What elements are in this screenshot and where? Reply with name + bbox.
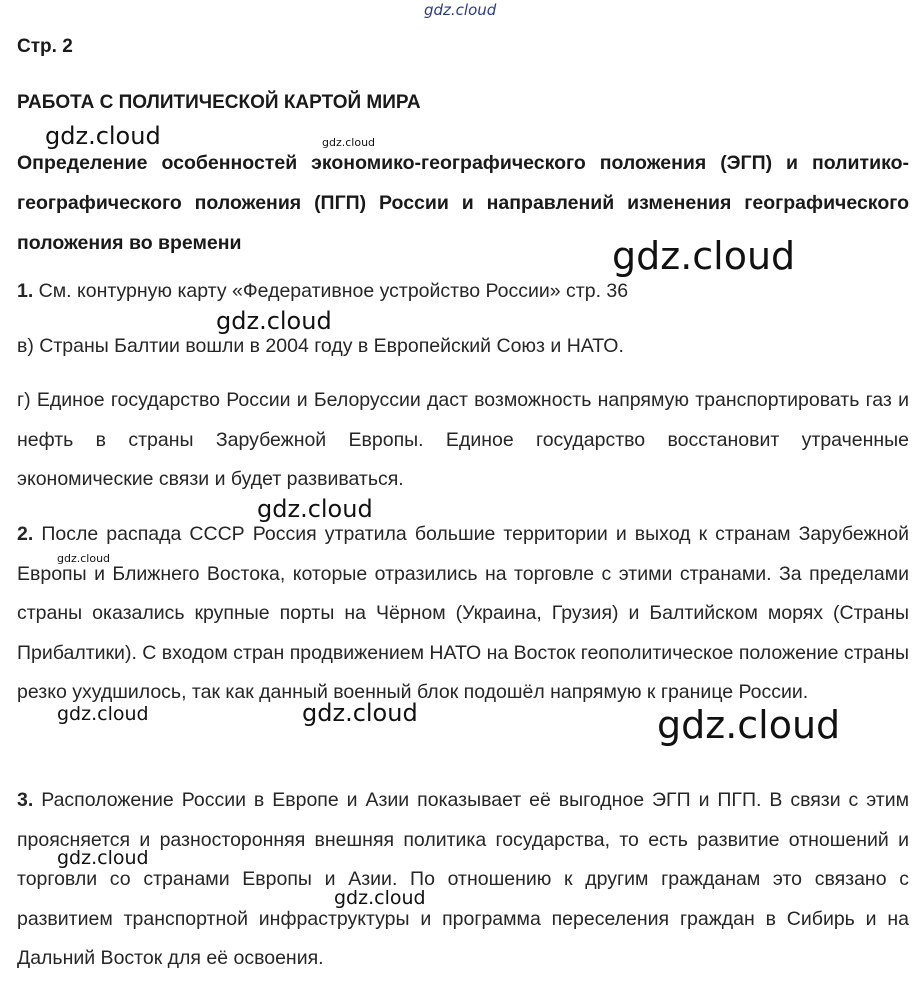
subtitle: Определение особенностей экономико-географического положения (ЭГП) и политико-географического положения (ПГП) России и направлений изменения географического положения во времени <box>17 152 909 254</box>
watermark: gdz.cloud <box>612 234 796 278</box>
watermark: gdz.cloud <box>302 699 418 727</box>
paragraph-3 <box>17 781 909 979</box>
item-text: г) Единое государство России и Белоруссии даст возможность напрямую транспортировать газ и нефть в страны Зарубежной Европы. Единое государство восстановит утраченные экономические связи и будет развиваться. <box>17 389 909 490</box>
watermark: gdz.cloud <box>57 703 149 725</box>
watermark: gdz.cloud <box>657 703 841 747</box>
page-label: Стр. 2 <box>17 36 73 57</box>
watermark: gdz.cloud <box>322 136 376 149</box>
watermark: gdz.cloud <box>57 552 111 565</box>
item-text: После распада СССР Россия утратила большие территории и выход к странам Зарубежной Европы и Ближнего Востока, которые отразились на торговле с этими странами. За пределами страны оказались крупные порты на Чёрном (Украина, Грузия) и Балтийском морях (Страны Прибалтики). С входом стран продвижением НАТО на Восток геополитическое положение страны резко ухудшилось, так как данный военный блок подошёл напрямую к границе России. <box>17 523 909 703</box>
paragraph-1v <box>17 327 909 367</box>
item-text: См. контурную карту «Федеративное устройство России» стр. 36 <box>33 280 629 302</box>
paragraph-1g <box>17 381 909 500</box>
item-text: в) Страны Балтии вошли в 2004 году в Европейский Союз и НАТО. <box>17 335 624 357</box>
section-title: РАБОТА С ПОЛИТИЧЕСКОЙ КАРТОЙ МИРА <box>17 92 421 113</box>
watermark: gdz.cloud <box>57 847 149 869</box>
watermark-top: gdz.cloud <box>424 1 497 19</box>
item-number: 3. <box>17 789 34 811</box>
watermark: gdz.cloud <box>334 887 426 909</box>
watermark: gdz.cloud <box>216 307 332 335</box>
item-text: Расположение России в Европе и Азии показывает её выгодное ЭГП и ПГП. В связи с этим проясняется и разносторонняя внешняя политика государства, то есть развитие отношений и торговли со странами Европы и Азии. По отношению к другим гражданам это связано с развитием транспортной инфраструктуры и программа переселения граждан в Сибирь и на Дальний Восток для её освоения. <box>17 789 909 969</box>
watermark: gdz.cloud <box>45 122 161 150</box>
watermark: gdz.cloud <box>257 495 373 523</box>
item-number: 2. <box>17 523 34 545</box>
paragraph-2 <box>17 515 909 713</box>
item-number: 1. <box>17 280 34 302</box>
